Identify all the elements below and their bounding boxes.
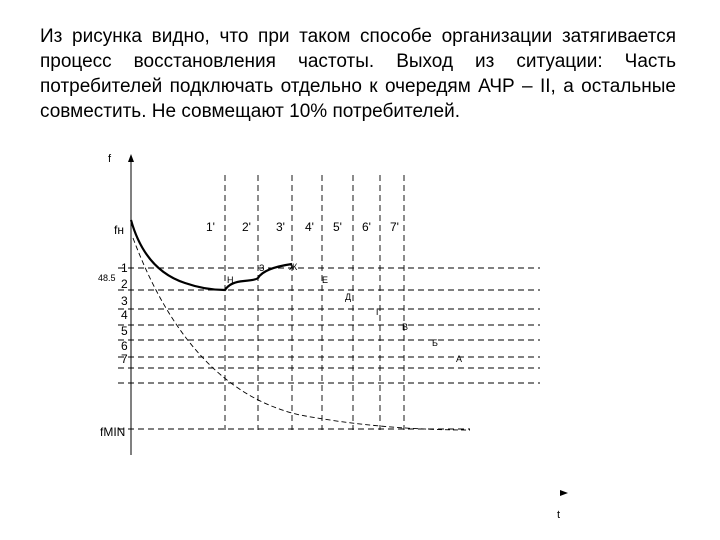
column-label: 7'	[390, 220, 399, 234]
queue-label: 5	[121, 324, 128, 338]
column-label: 1'	[206, 220, 215, 234]
x-axis-label: t	[557, 509, 561, 521]
point-labels	[227, 262, 462, 364]
f-nominal-label: fн	[114, 223, 124, 237]
column-label: 5'	[333, 220, 342, 234]
queue-label: 4	[121, 308, 128, 322]
queue-label: 1	[121, 261, 128, 275]
value-48-5-label: 48.5	[98, 273, 116, 283]
vertical-grid	[225, 175, 404, 430]
point-label: А	[456, 354, 463, 364]
explanation-paragraph: Из рисунка видно, что при таком способе организации затягивается процесс восстановления частоты. Выход из ситуации: Часть потребителей подключать отдельно к очередям АЧР – II, а остальные совместить. Не совмещают 10% потребителей.	[40, 26, 676, 122]
y-axis-arrow	[128, 154, 134, 162]
decay-curve	[133, 238, 470, 430]
point-label: В	[402, 322, 409, 332]
y-axis-label: f	[108, 153, 112, 165]
horizontal-grid	[118, 268, 540, 429]
point-label: Г	[376, 307, 381, 317]
queue-labels	[121, 261, 128, 366]
column-labels	[206, 220, 399, 234]
column-label: 6'	[362, 220, 371, 234]
point-label: Е	[322, 275, 329, 285]
point-label: З	[259, 263, 265, 273]
column-label: 4'	[305, 220, 314, 234]
queue-label: 6	[121, 339, 128, 353]
f-min-label: fMIN	[100, 425, 126, 439]
point-label: Б	[432, 338, 438, 348]
queue-label: 3	[121, 294, 128, 308]
column-label: 2'	[242, 220, 251, 234]
column-label: 3'	[276, 220, 285, 234]
point-label: Ж	[289, 262, 298, 272]
queue-label: 2	[121, 277, 128, 291]
queue-label: 7	[121, 352, 128, 366]
point-label: Д	[345, 292, 352, 302]
point-label: Н	[227, 275, 234, 285]
x-axis-arrow	[560, 490, 568, 496]
